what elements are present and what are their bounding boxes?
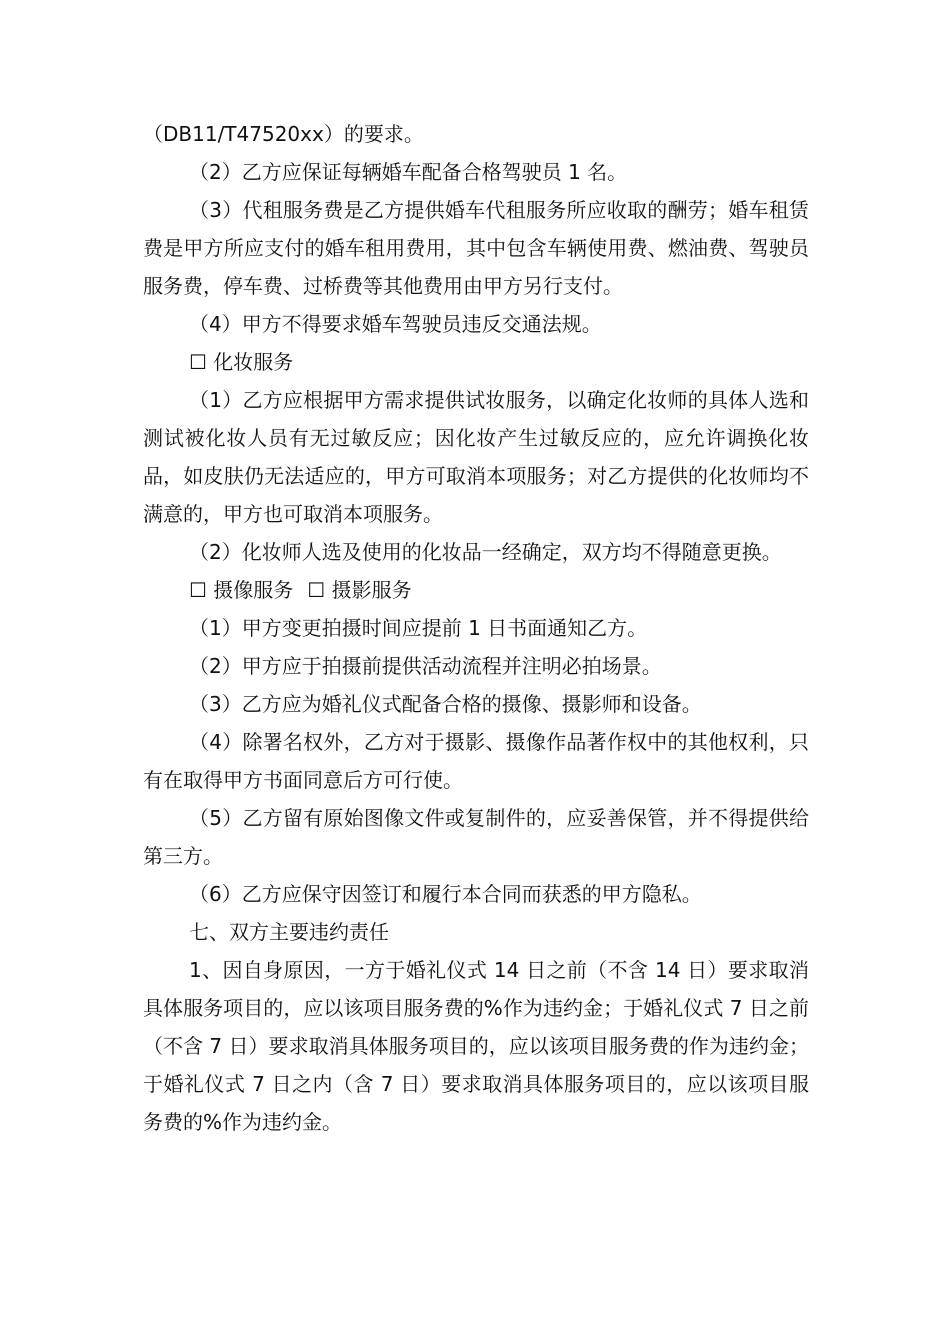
checkbox-line-video-photo [143, 571, 809, 609]
paragraph-cancellation-penalty: 1、因自身原因，一方于婚礼仪式 14 日之前（不含 14 日）要求取消具体服务项目的，应以该项目服务费的%作为违约金；于婚礼仪式 7 日之前（不含 7 日）要求取消具体服务项目的，应以该项目服务费的作为违约金；于婚礼仪式 7 日之内（含 7 日）要求取消具体服务项目的，应以该项目服务费的%作为违约金。 [143, 958, 809, 1134]
checkbox-video-service: ☐ 摄像服务 [189, 578, 294, 602]
paragraph-copyright: （4）除署名权外，乙方对于摄影、摄像作品著作权中的其他权利，只有在取得甲方书面同意后方可行使。 [143, 730, 809, 792]
paragraph-traffic-rules: （4）甲方不得要求婚车驾驶员违反交通法规。 [189, 312, 602, 336]
paragraph-privacy: （6）乙方应保守因签订和履行本合同而获悉的甲方隐私。 [189, 882, 702, 906]
paragraph-car-fees: （3）代租服务费是乙方提供婚车代租服务所应收取的酬劳；婚车租赁费是甲方所应支付的婚车租用费用，其中包含车辆使用费、燃油费、驾驶员服务费，停车费、过桥费等其他费用由甲方另行支付。 [143, 198, 809, 298]
section-heading-liability: 七、双方主要违约责任 [189, 920, 389, 944]
paragraph-shoot-time-change: （1）甲方变更拍摄时间应提前 1 日书面通知乙方。 [189, 616, 648, 640]
paragraph-shoot-process: （2）甲方应于拍摄前提供活动流程并注明必拍场景。 [189, 654, 662, 678]
checkbox-makeup-service: ☐ 化妆服务 [189, 350, 294, 374]
paragraph-makeup-fixed: （2）化妆师人选及使用的化妆品一经确定，双方均不得随意更换。 [189, 540, 782, 564]
paragraph-car-driver: （2）乙方应保证每辆婚车配备合格驾驶员 1 名。 [189, 160, 628, 184]
document-body [143, 115, 809, 1141]
paragraph-shoot-equipment: （3）乙方应为婚礼仪式配备合格的摄像、摄影师和设备。 [189, 692, 702, 716]
paragraph-makeup-trial: （1）乙方应根据甲方需求提供试妆服务，以确定化妆师的具体人选和测试被化妆人员有无过敏反应；因化妆产生过敏反应的，应允许调换化妆品，如皮肤仍无法适应的，甲方可取消本项服务；对乙方提供的化妆师均不满意的，甲方也可取消本项服务。 [143, 388, 809, 526]
paragraph-original-files: （5）乙方留有原始图像文件或复制件的，应妥善保管，并不得提供给第三方。 [143, 806, 809, 868]
checkbox-photo-service: ☐ 摄影服务 [307, 578, 412, 602]
paragraph-standard-ref: （DB11/T47520xx）的要求。 [143, 122, 424, 146]
